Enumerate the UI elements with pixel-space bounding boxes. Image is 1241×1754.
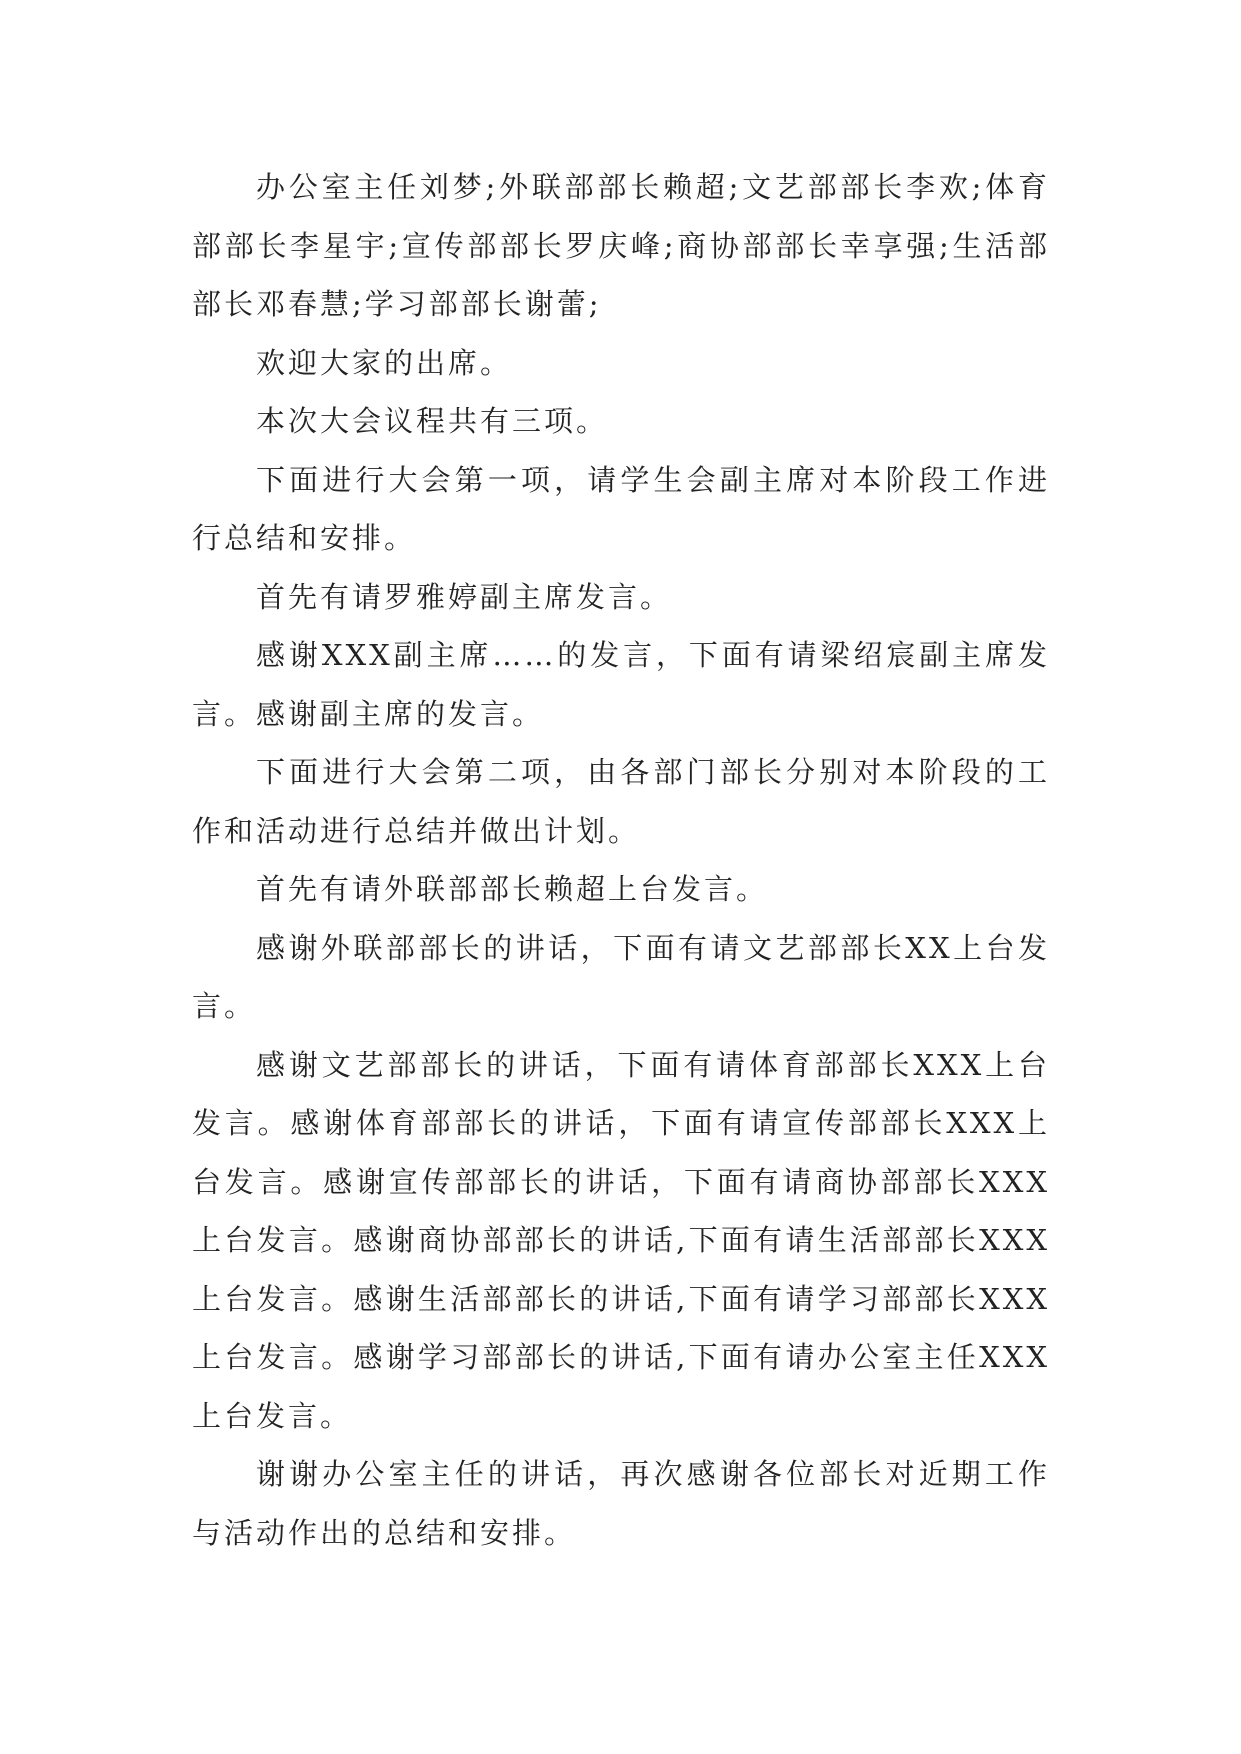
paragraph-outreach-speaker: 首先有请外联部部长赖超上台发言。 <box>256 872 769 906</box>
paragraph-arts-speaker: 感谢外联部部长的讲话，下面有请文艺部部长XX上台发言。 <box>192 930 1050 1023</box>
paragraph-attendees: 办公室主任刘梦;外联部部长赖超;文艺部部长李欢;体育部部长李星宇;宣传部部长罗庆峰;商协部部长幸享强;生活部部长邓春慧;学习部部长谢蕾; <box>192 170 1050 321</box>
paragraph-item-one: 下面进行大会第一项，请学生会副主席对本阶段工作进行总结和安排。 <box>192 462 1050 555</box>
paragraph-closing-thanks: 谢谢办公室主任的讲话，再次感谢各位部长对近期工作与活动作出的总结和安排。 <box>192 1457 1050 1550</box>
document-body <box>192 158 1050 1562</box>
paragraph-agenda: 本次大会议程共有三项。 <box>256 404 609 438</box>
paragraph-item-two: 下面进行大会第二项，由各部门部长分别对本阶段的工作和活动进行总结并做出计划。 <box>192 755 1050 848</box>
paragraph-first-speaker: 首先有请罗雅婷副主席发言。 <box>256 579 673 614</box>
paragraph-department-speakers: 感谢文艺部部长的讲话，下面有请体育部部长XXX上台发言。感谢体育部部长的讲话，下面有请宣传部部长XXX上台发言。感谢宣传部部长的讲话，下面有请商协部部长XXX上台发言。感谢商协部部长的讲话,下面有请生活部部长XXX上台发言。感谢生活部部长的讲话,下面有请学习部部长XXX上台发言。感谢学习部部长的讲话,下面有请办公室主任XXX上台发言。 <box>192 1047 1050 1433</box>
paragraph-welcome: 欢迎大家的出席。 <box>256 345 513 380</box>
paragraph-vice-chair-thanks: 感谢XXX副主席……的发言，下面有请梁绍宸副主席发言。感谢副主席的发言。 <box>192 638 1050 731</box>
